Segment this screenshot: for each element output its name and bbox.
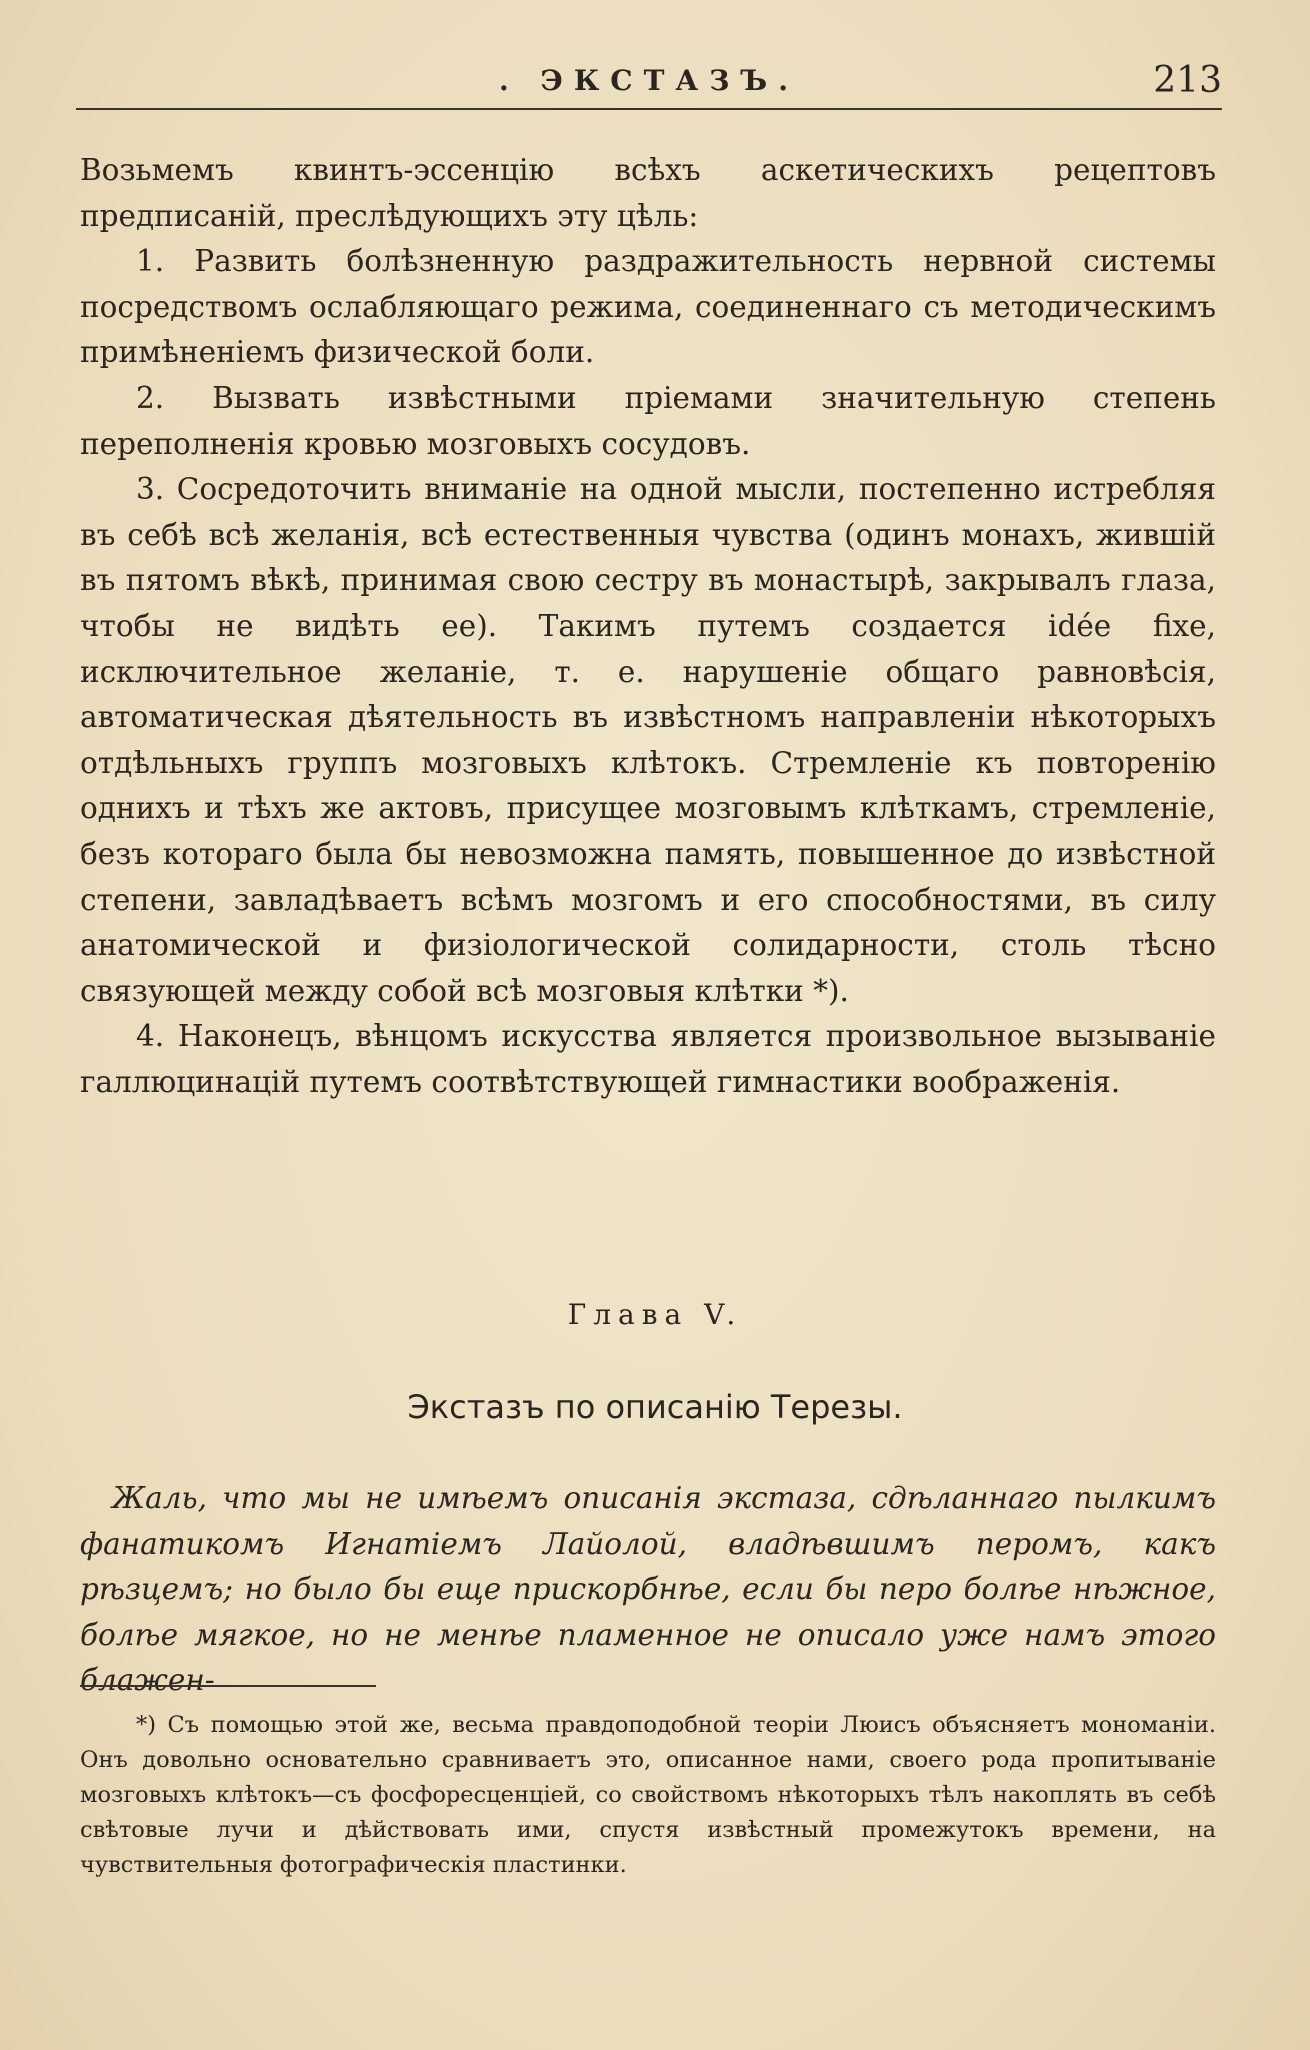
footnote bbox=[80, 1708, 1216, 1883]
paragraph-item-4: 4. Наконецъ, вѣнцомъ искусства является произвольное вызываніе галлюцинацій путемъ соотвѣтствующей гимнастики воображенія. bbox=[80, 1019, 1216, 1099]
running-head bbox=[76, 60, 1222, 110]
chapter-label: Глава V. bbox=[567, 1298, 743, 1331]
main-text bbox=[80, 148, 1216, 1105]
paragraph-item-1: 1. Развить болѣзненную раздражительность нервной системы посредствомъ ослабляющаго режима, соединеннаго съ методическимъ примѣненіемъ физической боли. bbox=[80, 244, 1216, 370]
chapter-opening-paragraph: Жаль, что мы не имѣемъ описанія экстаза, сдѣланнаго пылкимъ фанатикомъ Игнатіемъ Лайолой, владѣвшимъ перомъ, какъ рѣзцемъ; но было бы еще прискорбнѣе, если бы перо болѣе нѣжное, болѣе мягкое, но не менѣе пламенное не описало уже намъ этого блажен- bbox=[80, 1481, 1216, 1698]
page-number: 213 bbox=[1153, 60, 1222, 101]
paragraph-item-2: 2. Вызвать извѣстными пріемами значительную степень переполненія кровью мозговыхъ сосудовъ. bbox=[80, 380, 1216, 461]
paragraph-intro: Возьмемъ квинтъ-эссенцію всѣхъ аскетическихъ рецептовъ предписаній, преслѣдующихъ эту цѣль: bbox=[80, 153, 1216, 233]
chapter-title: Экстазъ по описанію Терезы. bbox=[407, 1388, 903, 1426]
footnote-divider bbox=[80, 1685, 376, 1687]
running-title: . ЭКСТАЗЪ. bbox=[499, 64, 799, 97]
footnote-text: *) Съ помощью этой же, весьма правдоподобной теоріи Люисъ объясняетъ мономаніи. Онъ довольно основательно сравниваетъ это, описанное нами, своего рода пропитываніе мозговыхъ клѣтокъ—съ фосфоресценціей, со свойствомъ нѣкоторыхъ тѣлъ накоплять въ себѣ свѣтовые лучи и дѣйствовать ими, спустя извѣстный промежутокъ времени, на чувствительныя фотографическія пластинки. bbox=[80, 1712, 1216, 1878]
paragraph-item-3: 3. Сосредоточить вниманіе на одной мысли, постепенно истребляя въ себѣ всѣ желанія, всѣ естественныя чувства (одинъ монахъ, жившій въ пятомъ вѣкѣ, принимая свою сестру въ монастырѣ, закрывалъ глаза, чтобы не видѣть ее). Такимъ путемъ создается idée fixe, исключительное желаніе, т. е. нарушеніе общаго равновѣсія, автоматическая дѣятельность въ извѣстномъ направленіи нѣкоторыхъ отдѣльныхъ группъ мозговыхъ клѣтокъ. Стремленіе къ повторенію однихъ и тѣхъ же актовъ, присущее мозговымъ клѣткамъ, стремленіе, безъ котораго была бы невозможна память, повышенное до извѣстной степени, завладѣваетъ всѣмъ мозгомъ и его способностями, въ силу анатомической и физіологической солидарности, столь тѣсно связующей между собой всѣ мозговыя клѣтки *). bbox=[80, 472, 1216, 1008]
chapter-opening bbox=[80, 1476, 1216, 1704]
